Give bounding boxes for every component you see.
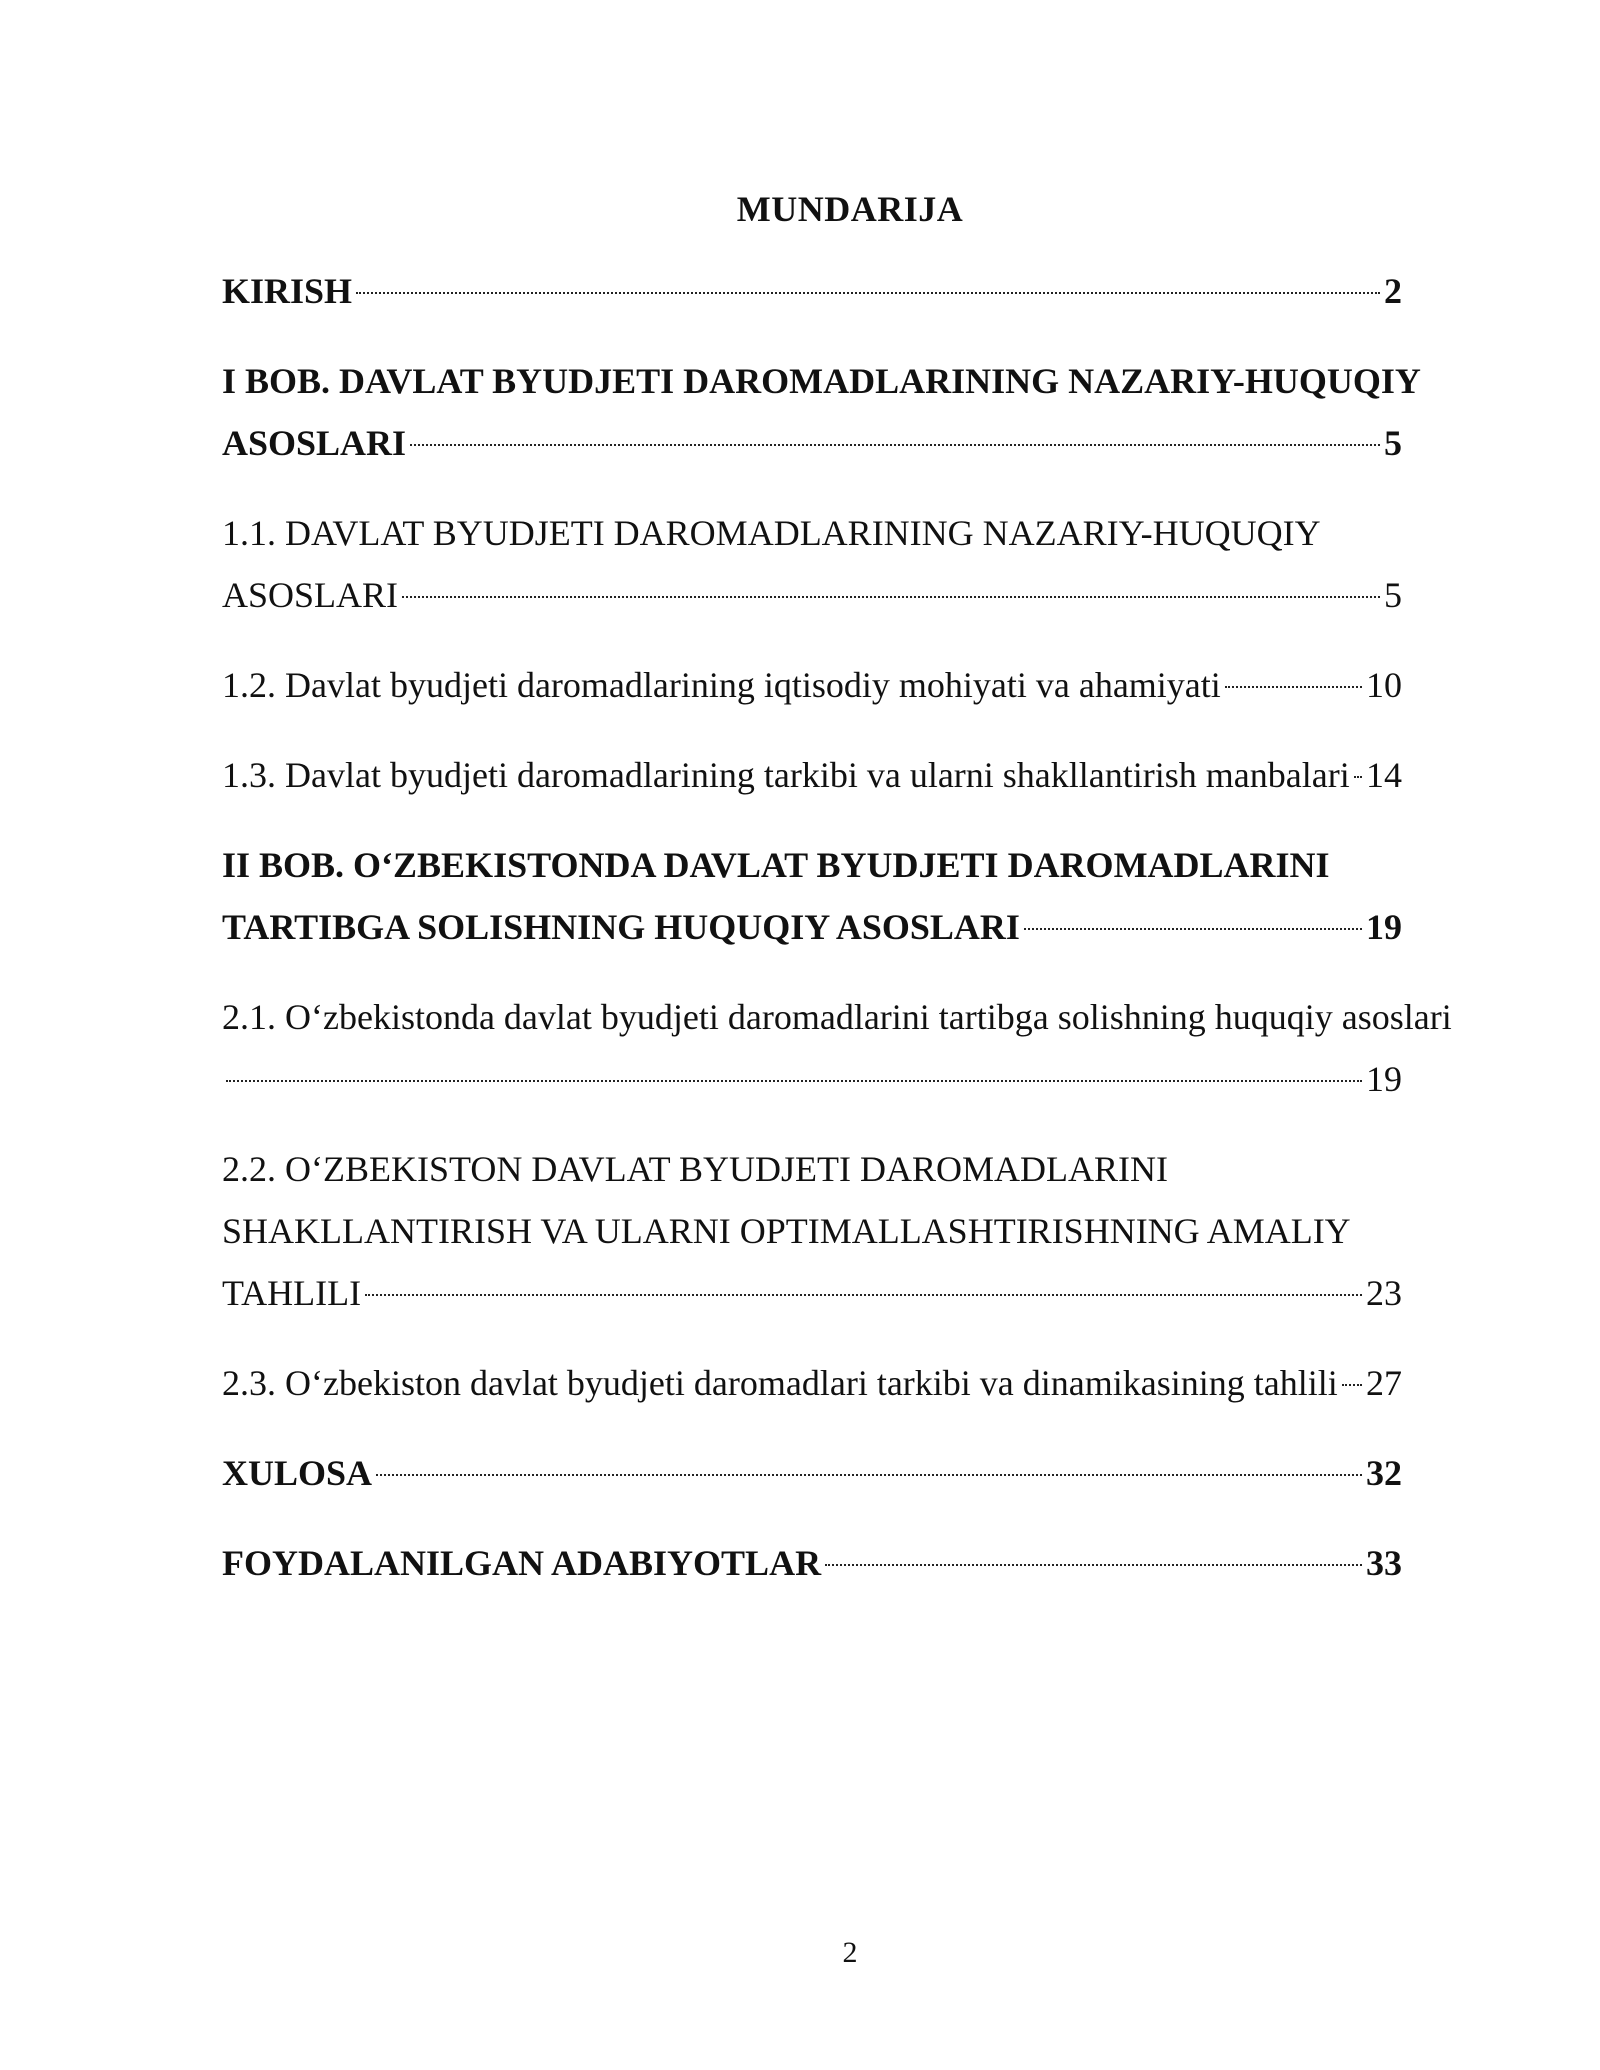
toc-entry-title: I BOB. DAVLAT BYUDJETI DAROMADLARINING NAZARIY-HUQUQIY — [222, 361, 1421, 401]
dot-leader — [1225, 686, 1362, 688]
dot-leader — [410, 444, 1380, 446]
toc-entry-chapter-1[interactable] — [222, 350, 1421, 474]
toc-page-number: 19 — [1366, 907, 1402, 947]
toc-entry-section-1-3[interactable] — [222, 744, 1402, 806]
toc-entry-title: 2.3. O‘zbekiston davlat byudjeti daromadlari tarkibi va dinamikasining tahlili — [222, 1363, 1338, 1403]
dot-leader — [1342, 1384, 1362, 1386]
toc-entry-title: II BOB. O‘ZBEKISTONDA DAVLAT BYUDJETI DAROMADLARINI — [222, 845, 1330, 885]
toc-entry-title: 1.1. DAVLAT BYUDJETI DAROMADLARINING NAZARIY-HUQUQIY — [222, 513, 1321, 553]
toc-entry-title: 1.2. Davlat byudjeti daromadlarining iqtisodiy mohiyati va ahamiyati — [222, 665, 1221, 705]
toc-page-number: 33 — [1366, 1543, 1402, 1583]
toc-page-number: 5 — [1384, 575, 1402, 615]
page-title: MUNDARIJA — [736, 189, 964, 229]
toc-page-number: 23 — [1366, 1273, 1402, 1313]
dot-leader — [825, 1564, 1362, 1566]
toc-entry-section-1-1[interactable] — [222, 502, 1402, 626]
dot-leader — [226, 1080, 1362, 1082]
toc-entry-title: 2.1. O‘zbekistonda davlat byudjeti daromadlarini tartibga solishning huquqiy asoslari — [222, 997, 1452, 1037]
toc-entry-title-continued: ASOSLARI — [222, 575, 399, 615]
toc-entry-title: FOYDALANILGAN ADABIYOTLAR — [222, 1543, 822, 1583]
page-number-footer: 2 — [842, 1936, 858, 1969]
dot-leader — [402, 596, 1380, 598]
dot-leader — [365, 1294, 1362, 1296]
toc-page-number: 10 — [1366, 665, 1402, 705]
dot-leader — [356, 292, 1380, 294]
toc-entry-section-2-1[interactable] — [222, 986, 1452, 1110]
toc-entry-title: 2.2. O‘ZBEKISTON DAVLAT BYUDJETI DAROMADLARINI — [222, 1149, 1168, 1189]
toc-page-number: 32 — [1366, 1453, 1402, 1493]
toc-page-number: 5 — [1384, 423, 1402, 463]
toc-entry-references[interactable] — [222, 1532, 1402, 1594]
toc-entry-title-continued: TARTIBGA SOLISHNING HUQUQIY ASOSLARI — [222, 907, 1020, 947]
toc-page-number: 27 — [1366, 1363, 1402, 1403]
toc-entry-title: 1.3. Davlat byudjeti daromadlarining tarkibi va ularni shakllantirish manbalari — [222, 755, 1350, 795]
dot-leader — [376, 1474, 1362, 1476]
toc-entry-xulosa[interactable] — [222, 1442, 1402, 1504]
toc-page-number: 19 — [1366, 1059, 1402, 1099]
toc-entry-section-1-2[interactable] — [222, 654, 1402, 716]
dot-leader — [1354, 776, 1362, 778]
toc-entry-section-2-3[interactable] — [222, 1352, 1402, 1414]
table-of-contents — [222, 260, 1452, 1622]
toc-entry-title: KIRISH — [222, 271, 353, 311]
toc-entry-title-continued: ASOSLARI — [222, 423, 407, 463]
toc-entry-section-2-2[interactable] — [222, 1138, 1402, 1324]
toc-entry-title-continued: TAHLILI — [222, 1273, 362, 1313]
toc-entry-title-continued: SHAKLLANTIRISH VA ULARNI OPTIMALLASHTIRISHNING AMALIY — [222, 1211, 1351, 1251]
dot-leader — [1024, 928, 1362, 930]
toc-entry-kirish[interactable] — [222, 260, 1402, 322]
toc-entry-title: XULOSA — [222, 1453, 373, 1493]
toc-entry-chapter-2[interactable] — [222, 834, 1402, 958]
toc-page-number: 2 — [1384, 271, 1402, 311]
toc-page-number: 14 — [1366, 755, 1402, 795]
